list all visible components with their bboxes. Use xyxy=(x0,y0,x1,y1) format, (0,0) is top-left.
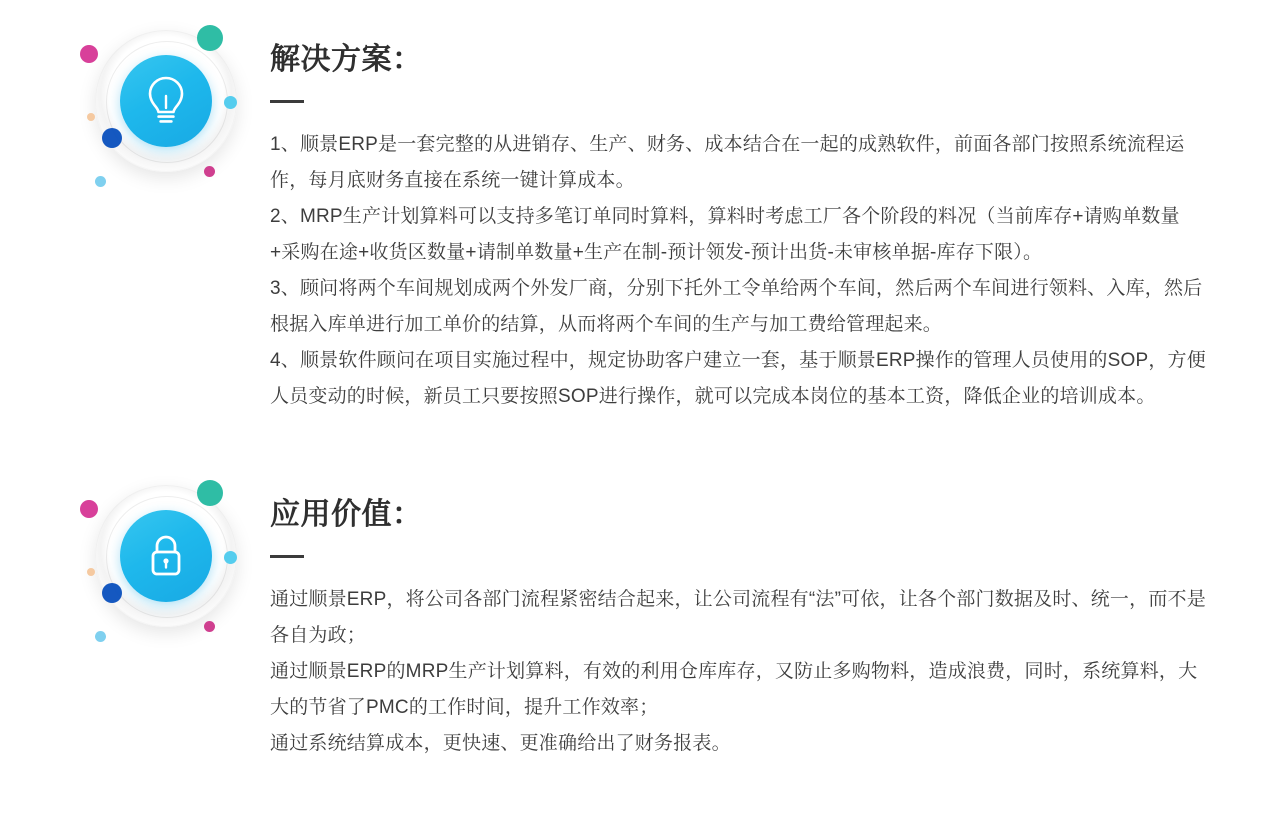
decor-dot-magenta xyxy=(80,45,98,63)
solution-paragraphs xyxy=(270,127,1210,415)
paragraph: 3、顾问将两个车间规划成两个外发厂商，分别下托外工令单给两个车间，然后两个车间进行领料、入库，然后根据入库单进行加工单价的结算，从而将两个车间的生产与加工费给管理起来。 xyxy=(270,278,1203,335)
heading-rule xyxy=(270,555,304,558)
value-content xyxy=(260,473,1210,762)
paragraph: 2、MRP生产计划算料可以支持多笔订单同时算料，算料时考虑工厂各个阶段的料况（当前库存+请购单数量+采购在途+收货区数量+请制单数量+生产在制-预计领发-预计出货-未审核单据-库存下限）。 xyxy=(270,206,1180,263)
section-heading: 解决方案： xyxy=(270,43,423,76)
section-heading: 应用价值： xyxy=(270,498,423,531)
decor-dot-lightblue xyxy=(95,176,106,187)
decor-dot-peach xyxy=(87,113,95,121)
decor-dot-pink xyxy=(204,621,215,632)
paragraph: 通过顺景ERP的MRP生产计划算料，有效的利用仓库库存，又防止多购物料，造成浪费，同时，系统算料，大大的节省了PMC的工作时间，提升工作效率； xyxy=(270,661,1198,718)
lightbulb-icon xyxy=(120,55,212,147)
decor-dot-peach xyxy=(87,568,95,576)
value-paragraphs xyxy=(270,582,1210,762)
paragraph: 通过系统结算成本，更快速、更准确给出了财务报表。 xyxy=(270,733,731,754)
decor-dot-lightblue xyxy=(95,631,106,642)
decor-dot-blue xyxy=(102,128,122,148)
decor-dot-teal xyxy=(197,480,223,506)
solution-icon-badge xyxy=(60,18,260,208)
paragraph: 4、顺景软件顾问在项目实施过程中，规定协助客户建立一套，基于顺景ERP操作的管理人员使用的SOP，方便人员变动的时候，新员工只要按照SOP进行操作，就可以完成本岗位的基本工资，降低企业的培训成本。 xyxy=(270,350,1206,407)
section-solution xyxy=(0,0,1264,415)
heading-rule xyxy=(270,100,304,103)
decor-dot-magenta xyxy=(80,500,98,518)
value-icon-badge xyxy=(60,473,260,663)
paragraph: 通过顺景ERP，将公司各部门流程紧密结合起来，让公司流程有“法”可依，让各个部门数据及时、统一，而不是各自为政； xyxy=(270,589,1206,646)
lock-icon xyxy=(120,510,212,602)
decor-dot-teal xyxy=(197,25,223,51)
decor-dot-pink xyxy=(204,166,215,177)
decor-dot-cyan xyxy=(224,96,237,109)
decor-dot-blue xyxy=(102,583,122,603)
section-application-value xyxy=(0,415,1264,762)
solution-content xyxy=(260,18,1210,415)
decor-dot-cyan xyxy=(224,551,237,564)
paragraph: 1、顺景ERP是一套完整的从进销存、生产、财务、成本结合在一起的成熟软件，前面各部门按照系统流程运作，每月底财务直接在系统一键计算成本。 xyxy=(270,134,1185,191)
